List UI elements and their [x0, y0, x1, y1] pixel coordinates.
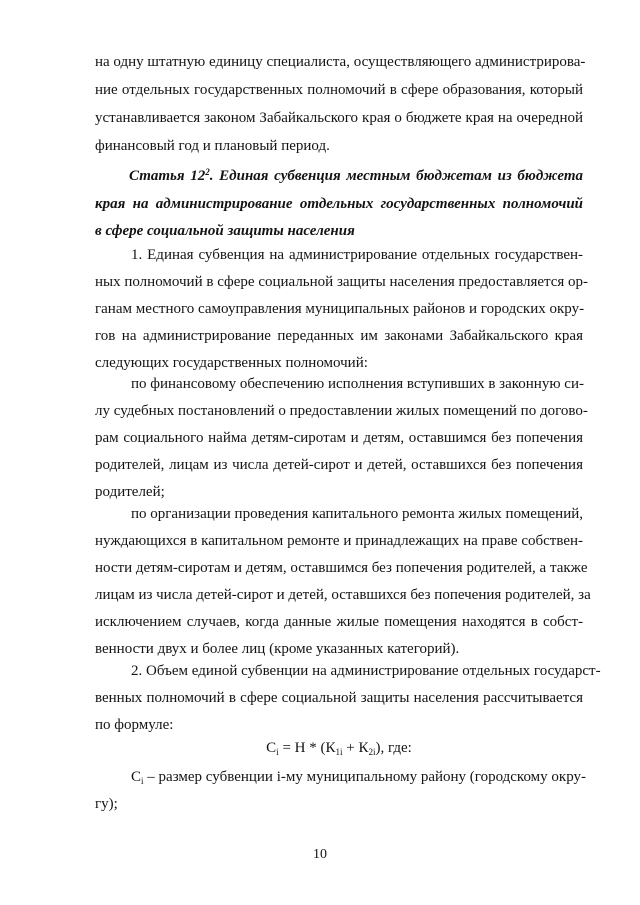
text-line: 2. Объем единой субвенции на администрирование отдельных государст-	[131, 663, 601, 679]
text-line: финансовый год и плановый период.	[95, 138, 330, 154]
definition-line	[131, 767, 587, 787]
formula-middle: = Н * (К	[278, 740, 336, 756]
formula-line	[95, 738, 583, 758]
text-line: исключением случаев, когда данные жилые помещения находятся в собст-	[95, 614, 583, 630]
heading-title-part: . Единая субвенция местным бюджетам из бюджета	[209, 168, 583, 184]
text-line: венности двух и более лиц (кроме указанных категорий).	[95, 641, 460, 657]
formula-lhs-subscript: i	[276, 747, 279, 757]
heading-superscript: 2	[205, 167, 210, 177]
definition-symbol-subscript: i	[141, 776, 144, 786]
text-line: нуждающихся в капитальном ремонте и принадлежащих на праве собствен-	[95, 533, 583, 549]
text-line: ности детям-сиротам и детям, оставшимся без попечения родителей, а также	[95, 560, 588, 576]
text-line: по организации проведения капитального ремонта жилых помещений,	[131, 506, 583, 522]
formula-k1-subscript: 1i	[335, 747, 343, 757]
text-line: 1. Единая субвенция на администрирование отдельных государствен-	[131, 247, 583, 263]
text-line: устанавливается законом Забайкальского края о бюджете края на очередной	[95, 110, 583, 126]
definition-symbol: C	[131, 769, 142, 785]
text-line: по финансовому обеспечению исполнения вступивших в законную си-	[131, 376, 584, 392]
text-line: рам социального найма детям-сиротам и детям, оставшимся без попечения	[95, 430, 583, 446]
text-line: гов на администрирование переданных им законами Забайкальского края	[95, 328, 583, 344]
text-line: лицам из числа детей-сирот и детей, оставшихся без попечения родителей, за	[95, 587, 591, 603]
definition-text: – размер субвенции i-му муниципальному району (городскому окру-	[143, 769, 587, 785]
text-line: венных полномочий в сфере социальной защиты населения рассчитывается	[95, 690, 583, 706]
text-line: по формуле:	[95, 717, 174, 733]
text-line: ние отдельных государственных полномочий в сфере образования, который	[95, 82, 583, 98]
heading-line	[95, 166, 583, 186]
heading-prefix: Статья 12	[129, 168, 206, 184]
formula-k2-subscript: 2i	[368, 747, 376, 757]
text-line: ганам местного самоуправления муниципальных районов и городских окру-	[95, 301, 585, 317]
formula-lhs: C	[266, 740, 277, 756]
text-line: лу судебных постановлений о предоставлении жилых помещений по догово-	[95, 403, 588, 419]
text-line: следующих государственных полномочий:	[95, 355, 368, 371]
formula-plus: + К	[342, 740, 369, 756]
heading-line: края на администрирование отдельных государственных полномочий	[95, 196, 583, 212]
text-line: ных полномочий в сфере социальной защиты населения предоставляется ор-	[95, 274, 589, 290]
text-line: на одну штатную единицу специалиста, осуществляющего администрирова-	[95, 54, 586, 70]
page-number: 10	[313, 847, 327, 862]
text-line: родителей, лицам из числа детей-сирот и детей, оставшихся без попечения	[95, 457, 583, 473]
heading-line: в сфере социальной защиты населения	[95, 223, 355, 239]
formula-tail: ), где:	[375, 740, 412, 756]
text-line: родителей;	[95, 484, 165, 500]
definition-line: гу);	[95, 796, 118, 812]
